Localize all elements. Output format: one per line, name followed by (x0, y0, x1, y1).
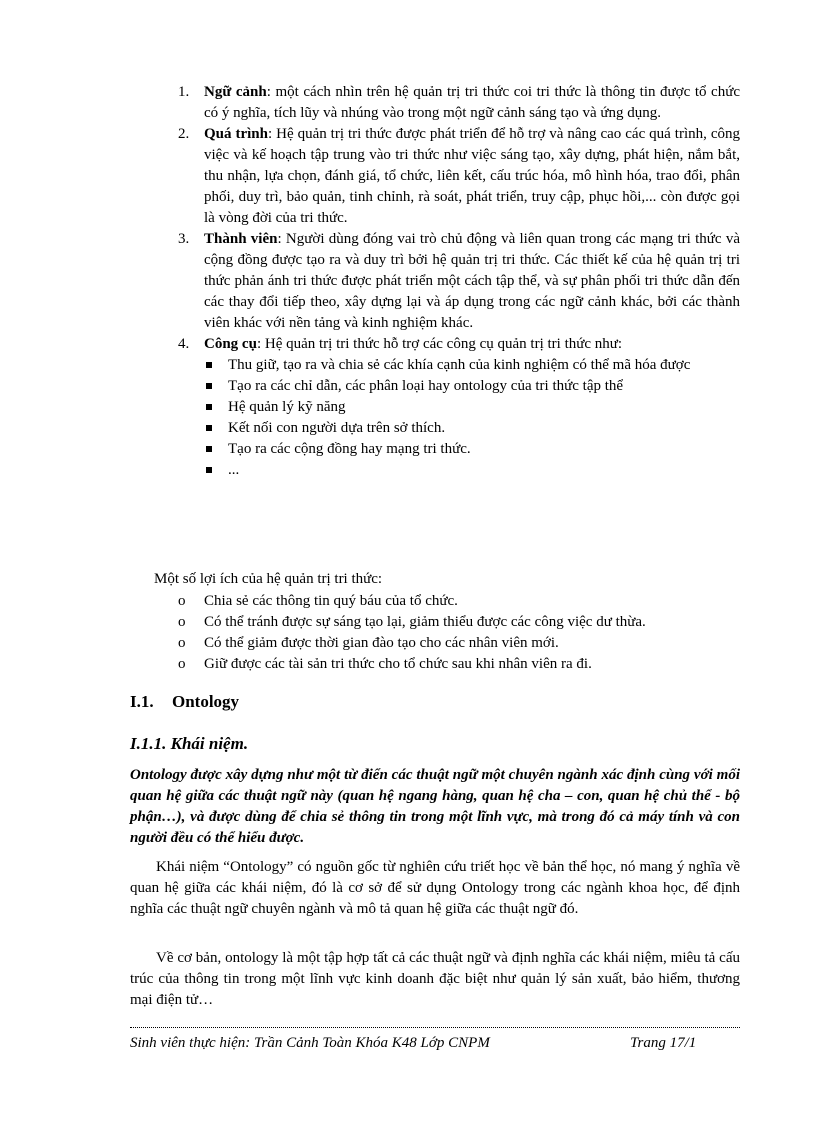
bullet-item (204, 439, 740, 460)
list-item (178, 82, 740, 124)
benefit-text: Có thể tránh được sự sáng tạo lại, giảm thiểu được các công việc dư thừa. (204, 614, 646, 630)
list-item (178, 612, 740, 633)
list-item (178, 633, 740, 654)
list-number: 4. (178, 336, 190, 352)
list-text: : Hệ quản trị tri thức hỗ trợ các công cụ quản trị tri thức như: (256, 336, 623, 352)
list-item (178, 654, 740, 675)
bullet-item (204, 397, 740, 418)
section-number: I.1. (130, 692, 154, 711)
bullet-text: Tạo ra các cộng đồng hay mạng tri thức. (228, 441, 471, 457)
body-paragraph: Khái niệm “Ontology” có nguồn gốc từ nghiên cứu triết học về bản thể học, nó mang ý nghĩa về quan hệ giữa các khái niệm, đó là cơ sở để sử dụng Ontology trong các ngành khoa học, để định nghĩa các thuật ngữ chuyên ngành và mô tả quan hệ giữa các thuật ngữ đó. (130, 859, 740, 917)
list-item (178, 124, 740, 229)
square-bullet-icon (206, 383, 212, 389)
list-text: : Hệ quản trị tri thức được phát triển để hỗ trợ và nâng cao các quá trình, công việc và kế hoạch tập trung vào tri thức như việc sáng tạo, xây dựng, phát hiện, nắm bắt, thu nhận, lựa chọn, đánh giá, tổ chức, liên kết, cấu trúc hóa, mô hình hóa, trao đổi, phân phối, duy trì, bảo quản, tinh chỉnh, rà soát, phát triển, truy cập, phục hồi,... còn được gọi là vòng đời của tri thức. (204, 126, 741, 226)
page-number: Trang 17/1 (630, 1035, 697, 1051)
bullet-text: Hệ quản lý kỹ năng (228, 399, 346, 415)
subsection-heading: I.1.1. Khái niệm. (130, 734, 249, 753)
bullet-text: Thu giữ, tạo ra và chia sẻ các khía cạnh của kinh nghiệm có thể mã hóa được (228, 357, 691, 373)
body-paragraph: Về cơ bản, ontology là một tập hợp tất cả các thuật ngữ và định nghĩa các khái niệm, miêu tả cấu trúc của thông tin trong một lĩnh vực kinh doanh đặc biệt như quản lý sản xuất, bảo hiểm, thương mại điện tử… (130, 950, 740, 1008)
list-text: : Người dùng đóng vai trò chủ động và liên quan trong các mạng tri thức và cộng đồng được tạo ra và duy trì bởi hệ quản trị tri thức. Các thiết kế của hệ quản trị tri thức phản ánh tri thức được phát triển một cách tập thể, và sự phân phối tri thức dẫn đến các thay đổi tiếp theo, xây dựng lại và áp dụng trong các ngữ cảnh khác, bởi các thành viên khác với nền tảng và kinh nghiệm khác. (204, 231, 740, 331)
bullet-item (204, 418, 740, 439)
benefit-text: Chia sẻ các thông tin quý báu của tổ chức. (204, 593, 458, 609)
definition-paragraph: Ontology được xây dựng như một từ điển các thuật ngữ một chuyên ngành xác định cùng với mối quan hệ giữa các thuật ngữ này (quan hệ ngang hàng, quan hệ cha – con, quan hệ chủ thể - bộ phận…), và được dùng để chia sẻ thông tin trong một lĩnh vực, mà trong đó cả máy tính và con người đều có thể hiểu được. (130, 767, 740, 846)
footer-author: Sinh viên thực hiện: Trần Cảnh Toàn Khóa K48 Lớp CNPM (130, 1035, 490, 1051)
list-term: Công cụ (204, 336, 257, 352)
benefit-text: Có thể giảm được thời gian đào tạo cho các nhân viên mới. (204, 635, 559, 651)
benefits-intro: Một số lợi ích của hệ quản trị tri thức: (154, 571, 383, 587)
square-bullet-icon (206, 467, 212, 473)
list-term: Ngữ cảnh (204, 84, 267, 100)
square-bullet-icon (206, 362, 212, 368)
list-term: Quá trình (204, 126, 268, 142)
bullet-item (204, 376, 740, 397)
list-number: 2. (178, 126, 190, 142)
bullet-item (204, 355, 740, 376)
bullet-text: Kết nối con người dựa trên sở thích. (228, 420, 446, 436)
list-item (178, 591, 740, 612)
list-term: Thành viên (204, 231, 278, 247)
bullet-item (204, 460, 740, 481)
section-title: Ontology (172, 692, 240, 711)
list-number: 1. (178, 84, 190, 100)
list-number: 3. (178, 231, 190, 247)
square-bullet-icon (206, 425, 212, 431)
circle-bullet-icon: o (178, 656, 186, 672)
square-bullet-icon (206, 446, 212, 452)
circle-bullet-icon: o (178, 593, 186, 609)
footer-divider (130, 1027, 740, 1028)
square-bullet-icon (206, 404, 212, 410)
benefit-list (178, 591, 740, 675)
circle-bullet-icon: o (178, 614, 186, 630)
circle-bullet-icon: o (178, 635, 186, 651)
benefit-text: Giữ được các tài sản tri thức cho tổ chức sau khi nhân viên ra đi. (204, 656, 592, 672)
bullet-text: Tạo ra các chỉ dẫn, các phân loại hay ontology của tri thức tập thể (228, 378, 624, 394)
list-item (178, 229, 740, 334)
list-text: : một cách nhìn trên hệ quản trị tri thức coi tri thức là thông tin được tổ chức có ý nghĩa, tích lũy và nhúng vào trong một ngữ cảnh sáng tạo và ứng dụng. (204, 84, 740, 121)
list-item (178, 334, 740, 481)
tool-bullet-list (204, 355, 740, 481)
bullet-text: ... (228, 462, 240, 478)
numbered-list (178, 82, 740, 481)
section-heading (130, 692, 239, 712)
